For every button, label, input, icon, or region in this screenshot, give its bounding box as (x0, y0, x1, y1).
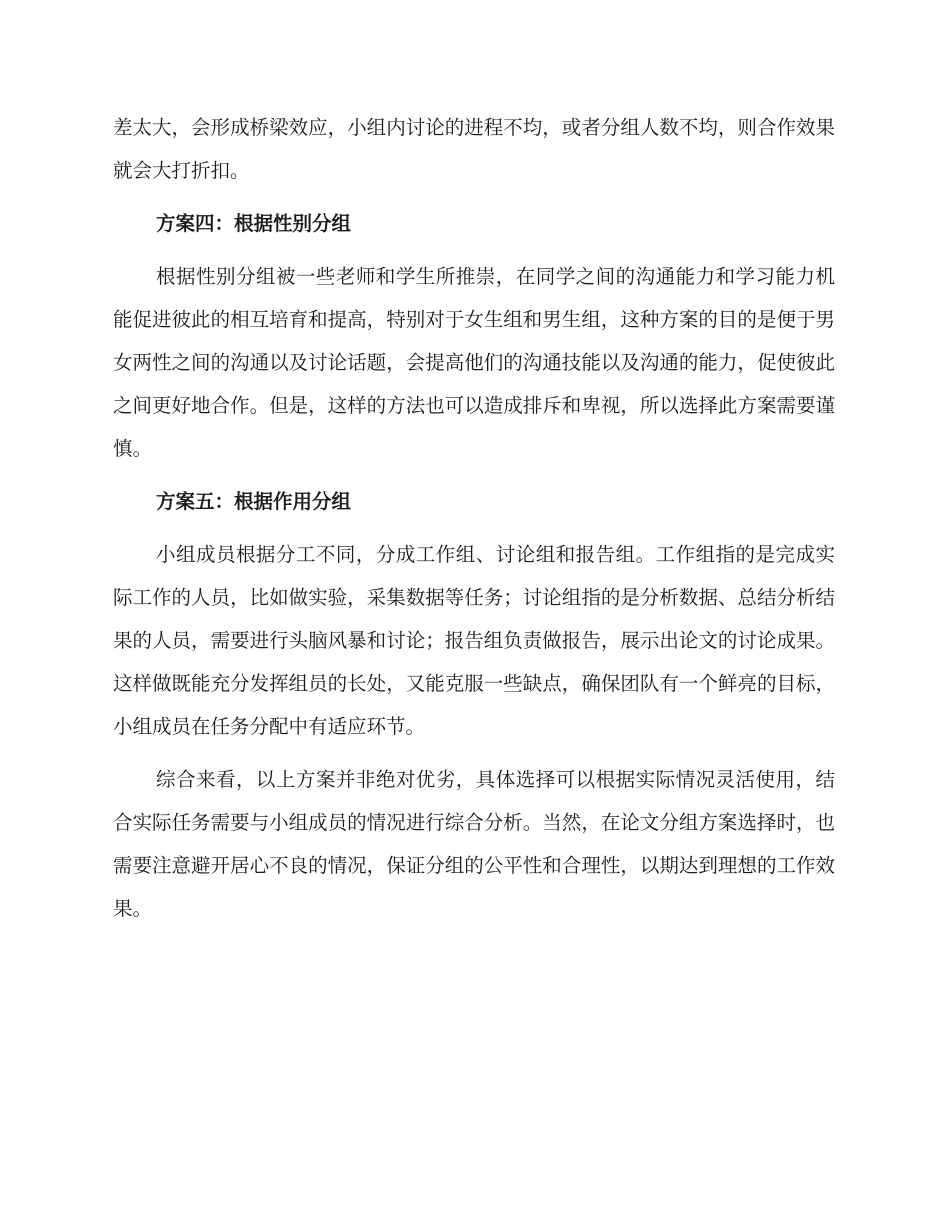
heading-option-four: 方案四：根据性别分组 (156, 212, 352, 235)
paragraph-continued: 差太大，会形成桥梁效应，小组内讨论的进程不均，或者分组人数不均，则合作效果就会大打折扣。 (113, 116, 835, 182)
paragraph-gender-grouping: 根据性别分组被一些老师和学生所推崇，在同学之间的沟通能力和学习能力机能促进彼此的相互培育和提高，特别对于女生组和男生组，这种方案的目的是便于男女两性之间的沟通以及讨论话题，会提高他们的沟通技能以及沟通的能力，促使彼此之间更好地合作。但是，这样的方法也可以造成排斥和卑视，所以选择此方案需要谨慎。 (113, 265, 835, 460)
document-body (113, 106, 835, 930)
paragraph-summary: 综合来看，以上方案并非绝对优劣，具体选择可以根据实际情况灵活使用，结合实际任务需要与小组成员的情况进行综合分析。当然，在论文分组方案选择时，也需要注意避开居心不良的情况，保证分组的公平性和合理性，以期达到理想的工作效果。 (113, 768, 835, 920)
heading-option-five: 方案五：根据作用分组 (156, 490, 352, 513)
paragraph-role-grouping: 小组成员根据分工不同，分成工作组、讨论组和报告组。工作组指的是完成实际工作的人员，比如做实验，采集数据等任务；讨论组指的是分析数据、总结分析结果的人员，需要进行头脑风暴和讨论；报告组负责做报告，展示出论文的讨论成果。这样做既能充分发挥组员的长处，又能克服一些缺点，确保团队有一个鲜亮的目标，小组成员在任务分配中有适应环节。 (113, 543, 835, 738)
